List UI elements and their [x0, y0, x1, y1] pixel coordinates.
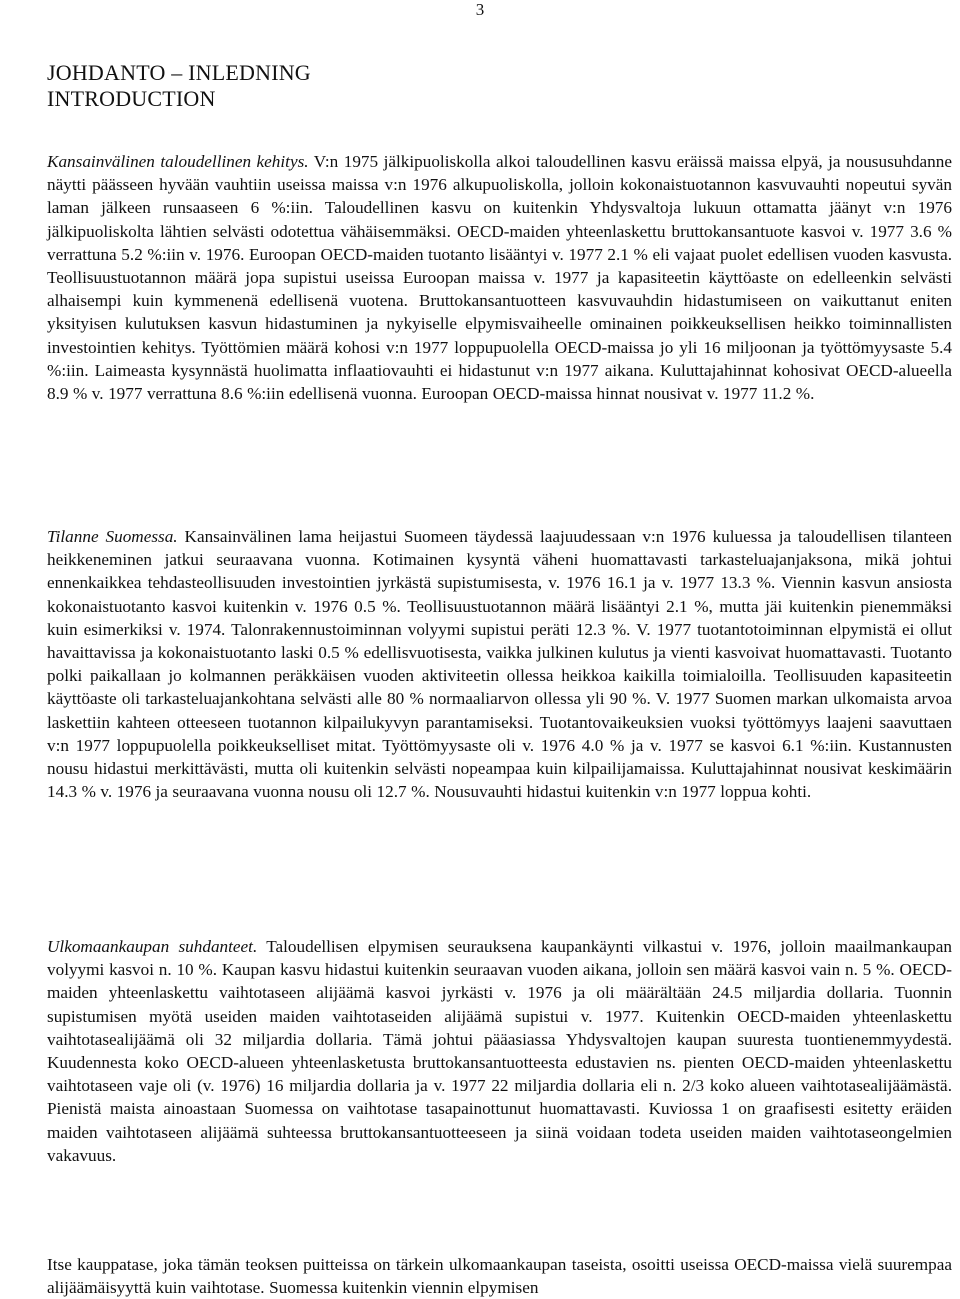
paragraph-trade-balance — [47, 1253, 952, 1299]
paragraph-body: Taloudellisen elpymisen seurauksena kaupankäynti vilkastui v. 1976, jolloin maailmankaupan volyymi kasvoi n. 10 %. Kaupan kasvu hidastui kuitenkin seuraavan vuoden aikana, jolloin sen määrä kasvoi vain n. 5 %. OECD-maiden yhteenlaskettu vaihtotaseen alijäämä kasvoi jyrkästi v. 1976 ja oli määrältään 24.5 miljardia dollaria. Tuonnin supistumisen myötä useiden maiden vaihtotaseiden alijäämä supistui v. 1977. Kuitenkin OECD-maiden yhteenlaskettu vaihtotasealijäämä oli 32 miljardia dollaria. Tämä johtui pääasiassa Yhdysvaltojen kaupan suuresta tuontienemmyydestä. Kuudennesta koko OECD-alueen yhteenlasketusta bruttokansantuotteesta edustavien ns. pienten OECD-maiden yhteenlaskettu vaihtotaseen vaje oli (v. 1976) 16 miljardia dollaria ja v. 1977 22 miljardia dollaria eli n. 2/3 koko alueen vaihtotasealijäämästä. Pienistä maista ainoastaan Suomessa on vaihtotase tasapainottunut huomattavasti. Kuviossa 1 on graafisesti esitetty eräiden maiden vaihtotaseen alijäämä suhteessa bruttokansantuotteeseen ja siinä voidaan todeta useiden maiden vaihtotaseongelmien vakavuus. — [47, 937, 952, 1165]
paragraph-international-development — [47, 150, 952, 405]
paragraph-body: Itse kauppatase, joka tämän teoksen puitteissa on tärkein ulkomaankaupan taseista, osoitti useissa OECD-maissa vielä suurempaa alijäämäisyyttä kuin vaihtotase. Suomessa kuitenkin viennin elpymisen — [47, 1255, 952, 1298]
paragraph-body: Kansainvälinen lama heijastui Suomeen täydessä laajuudessaan v:n 1976 kuluessa ja taloudellisen tilanteen heikkeneminen jatkui seuraavana vuonna. Kotimainen kysyntä väheni huomattavasti tarkasteluajanjaksona, mikä johtui ennenkaikkea tehdasteollisuuden investointien jyrkästä supistumisesta, v. 1976 16.1 ja v. 1977 13.3 %. Viennin kasvun ansiosta kokonaistuotanto kasvoi kuitenkin v. 1976 0.5 %. Teollisuustuotannon määrä lisääntyi 2.1 %, mutta jäi kuitenkin pienemmäksi kuin esimerkiksi v. 1974. Talonrakennustoiminnan volyymi supistui peräti 12.3 %. V. 1977 tuotantotoiminnan elpymistä ei ollut havaittavissa ja kokonaistuotanto laski 0.5 % edellisvuotisesta, vaikka julkinen kulutus ja vienti kasvoivat huomattavasti. Tuotanto polki paikallaan jo kolmannen peräkkäisen vuoden aktiviteetin ollessa heikkoa kaikilla toimialoilla. Teollisuuden kapasiteetin käyttöaste oli tarkasteluajankohtana selvästi alle 80 % normaaliarvon ollessa yli 90 %. V. 1977 Suomen markan ulkomaista arvoa laskettiin kahteen otteeseen tuotannon kilpailukyvyn parantamiseksi. Tuotantovaikeuksien vuoksi työttömyys laajeni saavuttaen v:n 1977 loppupuolella poikkeukselliset mitat. Työttömyysaste oli v. 1976 4.0 % ja v. 1977 se kasvoi 6.1 %:iin. Kustannusten nousu hidastui merkittävästi, mutta oli kuitenkin selvästi nopeampaa kuin kilpailijamaissa. Kuluttajahinnat nousivat keskimäärin 14.3 % v. 1976 ja seuraavana vuonna nousu oli 12.7 %. Nousuvauhti hidastui kuitenkin v:n 1977 loppua kohti. — [47, 527, 952, 802]
paragraph-foreign-trade — [47, 935, 952, 1167]
paragraph-situation-finland — [47, 525, 952, 803]
heading-line-finnish-swedish: JOHDANTO – INLEDNING — [47, 60, 311, 85]
heading-line-english: INTRODUCTION — [47, 86, 216, 111]
page-number: 3 — [475, 0, 485, 19]
paragraph-body: V:n 1975 jälkipuoliskolla alkoi taloudellinen kasvu eräissä maissa elpyä, ja noususuhdanne näytti päässeen hyvään vauhtiin useissa maissa v:n 1976 alkupuoliskolla, jolloin kokonaistuotannon kasvuvauhti nopeutui syvän laman jälkeen runsaaseen 6 %:iin. Taloudellinen kasvu on kuitenkin Yhdysvaltoja lukuun ottamatta jäänyt v:n 1976 jälkipuoliskolta lähtien selvästi odotettua vähäisemmäksi. OECD-maiden yhteenlaskettu bruttokansantuote kasvoi v. 1977 3.6 % verrattuna 5.2 %:iin v. 1976. Euroopan OECD-maiden tuotanto lisääntyi v. 1977 2.1 % eli vajaat puolet edellisen vuoden kasvusta. Teollisuustuotannon määrä jopa supistui useissa Euroopan maissa v. 1977 ja kapasiteetin käyttöaste on edelleenkin selvästi alhaisempi kuin kymmenenä edellisenä vuotena. Bruttokansantuotteen kasvuvauhdin hidastumiseen on vaikuttanut eniten yksityisen kulutuksen kasvun hidastuminen ja nykyiselle elpymisvaiheelle ominainen poikkeuksellisen heikko toiminnallisten investointien kehitys. Työttömien määrä kohosi v:n 1977 loppupuolella OECD-maissa jo yli 16 miljoonan ja työttömyysaste 5.4 %:iin. Laimeasta kysynnästä huolimatta inflaatiovauhti ei hidastunut v:n 1977 aikana. Kuluttajahinnat kohosivat OECD-alueella 8.9 % v. 1977 verrattuna 8.6 %:iin edellisenä vuonna. Euroopan OECD-maissa hinnat nousivat v. 1977 11.2 %. — [47, 152, 952, 404]
paragraph-lead: Kansainvälinen taloudellinen kehitys. — [47, 152, 309, 171]
paragraph-lead: Ulkomaankaupan suhdanteet. — [47, 937, 258, 956]
paragraph-lead: Tilanne Suomessa. — [47, 527, 178, 546]
section-heading — [47, 60, 311, 112]
